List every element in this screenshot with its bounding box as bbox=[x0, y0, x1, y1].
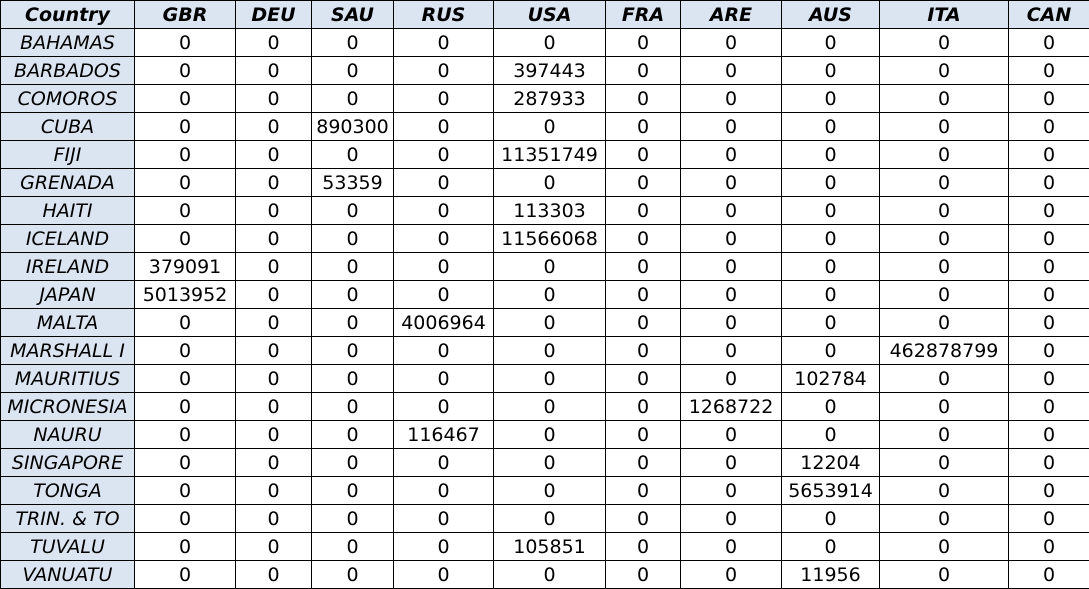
table-cell-can: 0 bbox=[1009, 197, 1089, 225]
table-cell-rus: 0 bbox=[394, 141, 494, 169]
row-label-country: MICRONESIA bbox=[1, 393, 135, 421]
table-cell-can: 0 bbox=[1009, 421, 1089, 449]
table-row bbox=[1, 561, 1089, 589]
table-cell-usa: 0 bbox=[494, 29, 606, 57]
table-cell-usa: 105851 bbox=[494, 533, 606, 561]
row-label-country: IRELAND bbox=[1, 253, 135, 281]
table-cell-sau: 0 bbox=[312, 141, 394, 169]
table-cell-sau: 0 bbox=[312, 309, 394, 337]
table-row bbox=[1, 29, 1089, 57]
table-cell-usa: 0 bbox=[494, 281, 606, 309]
table-cell-gbr: 0 bbox=[135, 561, 236, 589]
table-cell-can: 0 bbox=[1009, 533, 1089, 561]
table-cell-aus: 0 bbox=[782, 337, 880, 365]
table-cell-sau: 0 bbox=[312, 29, 394, 57]
table-cell-rus: 0 bbox=[394, 197, 494, 225]
table-cell-ita: 0 bbox=[880, 505, 1009, 533]
table-cell-aus: 11956 bbox=[782, 561, 880, 589]
table-row bbox=[1, 281, 1089, 309]
table-cell-fra: 0 bbox=[606, 169, 681, 197]
table-cell-can: 0 bbox=[1009, 477, 1089, 505]
table-cell-fra: 0 bbox=[606, 365, 681, 393]
table-cell-gbr: 0 bbox=[135, 393, 236, 421]
table-cell-aus: 0 bbox=[782, 169, 880, 197]
table-cell-fra: 0 bbox=[606, 57, 681, 85]
table-cell-deu: 0 bbox=[236, 141, 312, 169]
table-cell-deu: 0 bbox=[236, 365, 312, 393]
table-cell-can: 0 bbox=[1009, 225, 1089, 253]
column-header-are: ARE bbox=[681, 1, 782, 29]
table-cell-fra: 0 bbox=[606, 113, 681, 141]
table-cell-deu: 0 bbox=[236, 169, 312, 197]
table-cell-sau: 0 bbox=[312, 365, 394, 393]
table-cell-fra: 0 bbox=[606, 85, 681, 113]
table-cell-sau: 0 bbox=[312, 197, 394, 225]
table-cell-aus: 0 bbox=[782, 113, 880, 141]
table-cell-fra: 0 bbox=[606, 477, 681, 505]
table-cell-are: 0 bbox=[681, 169, 782, 197]
column-header-aus: AUS bbox=[782, 1, 880, 29]
table-body bbox=[1, 29, 1089, 589]
table-cell-usa: 0 bbox=[494, 337, 606, 365]
column-header-gbr: GBR bbox=[135, 1, 236, 29]
table-cell-ita: 0 bbox=[880, 169, 1009, 197]
column-header-usa: USA bbox=[494, 1, 606, 29]
table-cell-fra: 0 bbox=[606, 197, 681, 225]
table-cell-are: 0 bbox=[681, 561, 782, 589]
table-cell-usa: 0 bbox=[494, 505, 606, 533]
table-cell-usa: 0 bbox=[494, 365, 606, 393]
table-cell-fra: 0 bbox=[606, 281, 681, 309]
row-label-country: FIJI bbox=[1, 141, 135, 169]
row-label-country: GRENADA bbox=[1, 169, 135, 197]
table-cell-deu: 0 bbox=[236, 85, 312, 113]
table-row bbox=[1, 141, 1089, 169]
table-cell-ita: 0 bbox=[880, 477, 1009, 505]
table-cell-deu: 0 bbox=[236, 57, 312, 85]
table-cell-sau: 0 bbox=[312, 225, 394, 253]
table-cell-ita: 0 bbox=[880, 141, 1009, 169]
table-cell-fra: 0 bbox=[606, 561, 681, 589]
row-label-country: MALTA bbox=[1, 309, 135, 337]
table-cell-deu: 0 bbox=[236, 337, 312, 365]
table-cell-aus: 12204 bbox=[782, 449, 880, 477]
row-label-country: CUBA bbox=[1, 113, 135, 141]
table-cell-gbr: 0 bbox=[135, 197, 236, 225]
table-cell-can: 0 bbox=[1009, 309, 1089, 337]
column-header-rus: RUS bbox=[394, 1, 494, 29]
row-label-country: HAITI bbox=[1, 197, 135, 225]
table-cell-are: 1268722 bbox=[681, 393, 782, 421]
table-cell-deu: 0 bbox=[236, 477, 312, 505]
row-label-country: MARSHALL I bbox=[1, 337, 135, 365]
table-cell-rus: 0 bbox=[394, 225, 494, 253]
table-cell-sau: 0 bbox=[312, 477, 394, 505]
table-cell-usa: 113303 bbox=[494, 197, 606, 225]
table-row bbox=[1, 197, 1089, 225]
row-label-country: TRIN. & TO bbox=[1, 505, 135, 533]
table-row bbox=[1, 533, 1089, 561]
table-cell-fra: 0 bbox=[606, 505, 681, 533]
table-header-row bbox=[1, 1, 1089, 29]
table-row bbox=[1, 505, 1089, 533]
table-cell-can: 0 bbox=[1009, 449, 1089, 477]
row-label-country: ICELAND bbox=[1, 225, 135, 253]
row-label-country: BAHAMAS bbox=[1, 29, 135, 57]
table-cell-can: 0 bbox=[1009, 169, 1089, 197]
row-label-country: MAURITIUS bbox=[1, 365, 135, 393]
table-cell-sau: 0 bbox=[312, 281, 394, 309]
table-cell-can: 0 bbox=[1009, 561, 1089, 589]
table-cell-aus: 0 bbox=[782, 253, 880, 281]
table-cell-can: 0 bbox=[1009, 29, 1089, 57]
row-label-country: BARBADOS bbox=[1, 57, 135, 85]
table-cell-are: 0 bbox=[681, 197, 782, 225]
table-cell-sau: 0 bbox=[312, 337, 394, 365]
table-row bbox=[1, 337, 1089, 365]
table-row bbox=[1, 393, 1089, 421]
table-cell-sau: 53359 bbox=[312, 169, 394, 197]
table-cell-are: 0 bbox=[681, 477, 782, 505]
table-cell-usa: 11351749 bbox=[494, 141, 606, 169]
row-label-country: COMOROS bbox=[1, 85, 135, 113]
table-row bbox=[1, 57, 1089, 85]
table-cell-sau: 0 bbox=[312, 393, 394, 421]
table-cell-fra: 0 bbox=[606, 225, 681, 253]
table-cell-rus: 116467 bbox=[394, 421, 494, 449]
table-cell-are: 0 bbox=[681, 449, 782, 477]
column-header-sau: SAU bbox=[312, 1, 394, 29]
table-row bbox=[1, 421, 1089, 449]
table-cell-fra: 0 bbox=[606, 421, 681, 449]
column-header-country: Country bbox=[1, 1, 135, 29]
table-cell-rus: 0 bbox=[394, 113, 494, 141]
table-cell-ita: 0 bbox=[880, 57, 1009, 85]
table-cell-usa: 0 bbox=[494, 561, 606, 589]
table-cell-rus: 0 bbox=[394, 449, 494, 477]
table-cell-ita: 0 bbox=[880, 85, 1009, 113]
table-cell-can: 0 bbox=[1009, 113, 1089, 141]
table-cell-ita: 0 bbox=[880, 113, 1009, 141]
table-cell-gbr: 0 bbox=[135, 113, 236, 141]
table-cell-rus: 0 bbox=[394, 57, 494, 85]
table-cell-can: 0 bbox=[1009, 141, 1089, 169]
table-cell-sau: 0 bbox=[312, 561, 394, 589]
table-cell-aus: 0 bbox=[782, 29, 880, 57]
table-cell-are: 0 bbox=[681, 253, 782, 281]
table-cell-are: 0 bbox=[681, 141, 782, 169]
table-row bbox=[1, 477, 1089, 505]
table-cell-sau: 0 bbox=[312, 253, 394, 281]
table-cell-rus: 0 bbox=[394, 365, 494, 393]
table-cell-ita: 0 bbox=[880, 561, 1009, 589]
table-row bbox=[1, 309, 1089, 337]
table-cell-sau: 0 bbox=[312, 449, 394, 477]
table-cell-aus: 0 bbox=[782, 85, 880, 113]
table-cell-ita: 0 bbox=[880, 365, 1009, 393]
table-cell-ita: 0 bbox=[880, 533, 1009, 561]
table-cell-gbr: 379091 bbox=[135, 253, 236, 281]
table-cell-are: 0 bbox=[681, 281, 782, 309]
table-cell-ita: 0 bbox=[880, 197, 1009, 225]
table-cell-rus: 4006964 bbox=[394, 309, 494, 337]
table-cell-gbr: 0 bbox=[135, 85, 236, 113]
table-cell-deu: 0 bbox=[236, 505, 312, 533]
table-cell-aus: 5653914 bbox=[782, 477, 880, 505]
table-cell-ita: 0 bbox=[880, 309, 1009, 337]
table-cell-sau: 0 bbox=[312, 533, 394, 561]
table-cell-ita: 0 bbox=[880, 281, 1009, 309]
table-cell-usa: 0 bbox=[494, 449, 606, 477]
table-cell-gbr: 0 bbox=[135, 449, 236, 477]
table-cell-usa: 287933 bbox=[494, 85, 606, 113]
table-cell-sau: 0 bbox=[312, 57, 394, 85]
row-label-country: VANUATU bbox=[1, 561, 135, 589]
column-header-ita: ITA bbox=[880, 1, 1009, 29]
table-cell-usa: 11566068 bbox=[494, 225, 606, 253]
table-cell-are: 0 bbox=[681, 57, 782, 85]
table-cell-are: 0 bbox=[681, 337, 782, 365]
table-cell-deu: 0 bbox=[236, 561, 312, 589]
table-cell-sau: 0 bbox=[312, 85, 394, 113]
table-cell-gbr: 0 bbox=[135, 29, 236, 57]
table-cell-aus: 0 bbox=[782, 197, 880, 225]
table-cell-rus: 0 bbox=[394, 85, 494, 113]
table-cell-deu: 0 bbox=[236, 225, 312, 253]
table-cell-usa: 397443 bbox=[494, 57, 606, 85]
table-cell-fra: 0 bbox=[606, 393, 681, 421]
table-cell-aus: 0 bbox=[782, 141, 880, 169]
table-cell-deu: 0 bbox=[236, 393, 312, 421]
table-cell-aus: 0 bbox=[782, 505, 880, 533]
table-cell-gbr: 0 bbox=[135, 169, 236, 197]
table-cell-fra: 0 bbox=[606, 533, 681, 561]
table-cell-rus: 0 bbox=[394, 505, 494, 533]
table-cell-rus: 0 bbox=[394, 281, 494, 309]
table-cell-deu: 0 bbox=[236, 197, 312, 225]
row-label-country: TONGA bbox=[1, 477, 135, 505]
table-row bbox=[1, 113, 1089, 141]
table-cell-fra: 0 bbox=[606, 337, 681, 365]
table-cell-rus: 0 bbox=[394, 169, 494, 197]
table-cell-usa: 0 bbox=[494, 253, 606, 281]
table-cell-aus: 102784 bbox=[782, 365, 880, 393]
table-cell-aus: 0 bbox=[782, 421, 880, 449]
table-cell-aus: 0 bbox=[782, 309, 880, 337]
table-cell-deu: 0 bbox=[236, 29, 312, 57]
table-cell-are: 0 bbox=[681, 85, 782, 113]
table-row bbox=[1, 449, 1089, 477]
table-cell-rus: 0 bbox=[394, 253, 494, 281]
table-cell-usa: 0 bbox=[494, 421, 606, 449]
table-cell-rus: 0 bbox=[394, 533, 494, 561]
table-cell-usa: 0 bbox=[494, 113, 606, 141]
table-cell-sau: 890300 bbox=[312, 113, 394, 141]
table-row bbox=[1, 169, 1089, 197]
table-cell-deu: 0 bbox=[236, 253, 312, 281]
table-cell-rus: 0 bbox=[394, 29, 494, 57]
table-cell-ita: 0 bbox=[880, 421, 1009, 449]
table-cell-ita: 0 bbox=[880, 225, 1009, 253]
table-row bbox=[1, 85, 1089, 113]
table-cell-can: 0 bbox=[1009, 85, 1089, 113]
column-header-can: CAN bbox=[1009, 1, 1089, 29]
table-cell-rus: 0 bbox=[394, 561, 494, 589]
table-cell-gbr: 0 bbox=[135, 505, 236, 533]
row-label-country: NAURU bbox=[1, 421, 135, 449]
table-cell-gbr: 5013952 bbox=[135, 281, 236, 309]
table-cell-are: 0 bbox=[681, 309, 782, 337]
table-row bbox=[1, 225, 1089, 253]
table-cell-gbr: 0 bbox=[135, 533, 236, 561]
table-cell-can: 0 bbox=[1009, 393, 1089, 421]
table-cell-gbr: 0 bbox=[135, 337, 236, 365]
row-label-country: JAPAN bbox=[1, 281, 135, 309]
table-cell-usa: 0 bbox=[494, 169, 606, 197]
table-cell-deu: 0 bbox=[236, 533, 312, 561]
table-cell-aus: 0 bbox=[782, 533, 880, 561]
table-cell-fra: 0 bbox=[606, 449, 681, 477]
table-cell-are: 0 bbox=[681, 505, 782, 533]
table-cell-ita: 0 bbox=[880, 253, 1009, 281]
table-cell-ita: 462878799 bbox=[880, 337, 1009, 365]
table-cell-are: 0 bbox=[681, 225, 782, 253]
table-cell-usa: 0 bbox=[494, 309, 606, 337]
table-cell-sau: 0 bbox=[312, 421, 394, 449]
row-label-country: TUVALU bbox=[1, 533, 135, 561]
table-cell-are: 0 bbox=[681, 113, 782, 141]
table-cell-rus: 0 bbox=[394, 477, 494, 505]
table-cell-deu: 0 bbox=[236, 309, 312, 337]
table-cell-gbr: 0 bbox=[135, 309, 236, 337]
table-cell-aus: 0 bbox=[782, 57, 880, 85]
table-cell-are: 0 bbox=[681, 365, 782, 393]
table-cell-can: 0 bbox=[1009, 337, 1089, 365]
table-cell-ita: 0 bbox=[880, 449, 1009, 477]
table-cell-ita: 0 bbox=[880, 393, 1009, 421]
table-cell-aus: 0 bbox=[782, 281, 880, 309]
table-row bbox=[1, 253, 1089, 281]
table-cell-deu: 0 bbox=[236, 113, 312, 141]
table-row bbox=[1, 365, 1089, 393]
table-cell-deu: 0 bbox=[236, 449, 312, 477]
table-cell-fra: 0 bbox=[606, 29, 681, 57]
table-cell-gbr: 0 bbox=[135, 57, 236, 85]
table-cell-aus: 0 bbox=[782, 393, 880, 421]
table-cell-are: 0 bbox=[681, 533, 782, 561]
table-cell-rus: 0 bbox=[394, 337, 494, 365]
column-header-deu: DEU bbox=[236, 1, 312, 29]
table-cell-deu: 0 bbox=[236, 281, 312, 309]
table-cell-can: 0 bbox=[1009, 365, 1089, 393]
table-cell-ita: 0 bbox=[880, 29, 1009, 57]
table-cell-fra: 0 bbox=[606, 141, 681, 169]
table-cell-fra: 0 bbox=[606, 309, 681, 337]
table-cell-gbr: 0 bbox=[135, 141, 236, 169]
table-cell-can: 0 bbox=[1009, 505, 1089, 533]
table-cell-are: 0 bbox=[681, 421, 782, 449]
table-cell-are: 0 bbox=[681, 29, 782, 57]
table-cell-can: 0 bbox=[1009, 253, 1089, 281]
table-cell-rus: 0 bbox=[394, 393, 494, 421]
table-cell-can: 0 bbox=[1009, 57, 1089, 85]
table-cell-fra: 0 bbox=[606, 253, 681, 281]
table-cell-usa: 0 bbox=[494, 477, 606, 505]
table-cell-sau: 0 bbox=[312, 505, 394, 533]
table-cell-deu: 0 bbox=[236, 421, 312, 449]
table-cell-aus: 0 bbox=[782, 225, 880, 253]
table-cell-gbr: 0 bbox=[135, 421, 236, 449]
column-header-fra: FRA bbox=[606, 1, 681, 29]
table-cell-gbr: 0 bbox=[135, 225, 236, 253]
table-cell-gbr: 0 bbox=[135, 365, 236, 393]
row-label-country: SINGAPORE bbox=[1, 449, 135, 477]
table-cell-can: 0 bbox=[1009, 281, 1089, 309]
table-cell-usa: 0 bbox=[494, 393, 606, 421]
table-cell-gbr: 0 bbox=[135, 477, 236, 505]
